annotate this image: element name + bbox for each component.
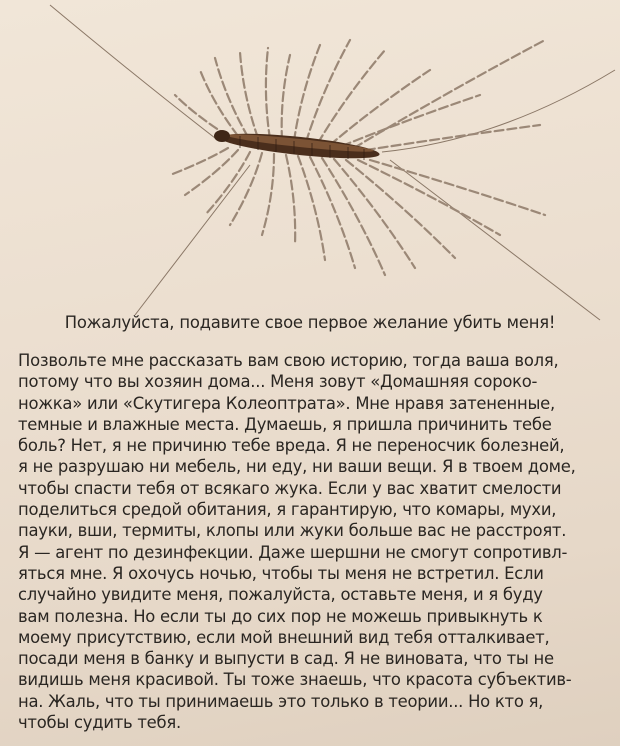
antenna-left xyxy=(50,5,215,138)
centipede-leg xyxy=(175,95,228,136)
story-line: яться мне. Я охочусь ночью, чтобы ты меня не встретил. Если xyxy=(18,563,544,583)
centipede-story xyxy=(18,350,614,733)
centipede-leg xyxy=(366,125,540,150)
meme-heading: Пожалуйста, подавите свое первое желание убить меня! xyxy=(64,313,556,332)
story-line: боль? Нет, я не причиню тебе вреда. Я не переносчик болезней, xyxy=(18,436,565,456)
story-line: вам полезна. Но если ты до сих пор не можешь привыкнуть к xyxy=(18,606,543,626)
story-line: чтобы спасти тебя от всякаго жука. Если у вас хватит смелости xyxy=(18,478,562,498)
centipede-leg xyxy=(358,160,500,235)
story-line: ножка» или «Скутигера Колеоптрата». Мне нравя затененные, xyxy=(18,393,555,413)
story-line: случайно увидите меня, пожалуйста, оставьте меня, и я буду xyxy=(18,585,543,605)
centipede-leg xyxy=(266,48,270,139)
centipede-body xyxy=(214,129,381,164)
story-line: пауки, вши, термиты, клопы или жуки больше вас не расстроят. xyxy=(18,521,567,541)
story-line: я не разрушаю ни мебель, ни еду, ни ваши вещи. Я в твоем доме, xyxy=(18,457,576,477)
centipede-photo xyxy=(0,0,620,340)
centipede-leg xyxy=(318,50,385,143)
centipede-leg xyxy=(282,55,290,140)
story-line: видишь меня красивой. Ты тоже знаешь, что красота субъектив- xyxy=(18,670,572,690)
centipede-leg xyxy=(286,155,295,245)
story-line: Я — агент по дезинфекции. Даже шершни не смогут сопротивл- xyxy=(18,542,568,562)
story-line: темные и влажные места. Думаешь, я пришла причинить тебе xyxy=(18,414,552,434)
story-line: на. Жаль, что ты принимаешь это только в теории... Но кто я, xyxy=(18,691,544,711)
centipede-leg xyxy=(346,160,455,258)
centipede-leg xyxy=(170,148,228,175)
story-line: посади меня в банку и выпусти в сад. Я не виновата, что ты не xyxy=(18,649,554,669)
story-line: моему присутствию, если мой внешний вид тебя отталкивает, xyxy=(18,627,550,647)
centipede-leg xyxy=(294,45,320,141)
story-line: Позвольте мне рассказать вам свою историю, тогда ваша воля, xyxy=(18,351,559,370)
centipede-leg xyxy=(262,154,274,235)
centipede-leg xyxy=(354,40,545,148)
story-line: поделиться средой обитания, я гарантирую, что комары, мухи, xyxy=(18,500,557,520)
centipede-leg xyxy=(215,58,248,137)
centipede-leg xyxy=(342,95,480,146)
centipede-leg xyxy=(370,160,545,215)
centipede-leg xyxy=(322,158,385,275)
centipede-leg xyxy=(330,70,430,145)
centipede-leg xyxy=(200,70,238,136)
story-line: чтобы судить тебя. xyxy=(18,713,181,733)
centipede-leg xyxy=(230,153,262,225)
centipede-leg xyxy=(298,156,325,260)
story-line: потому что вы хозяин дома... Меня зовут «Домашняя сороко- xyxy=(18,372,538,392)
